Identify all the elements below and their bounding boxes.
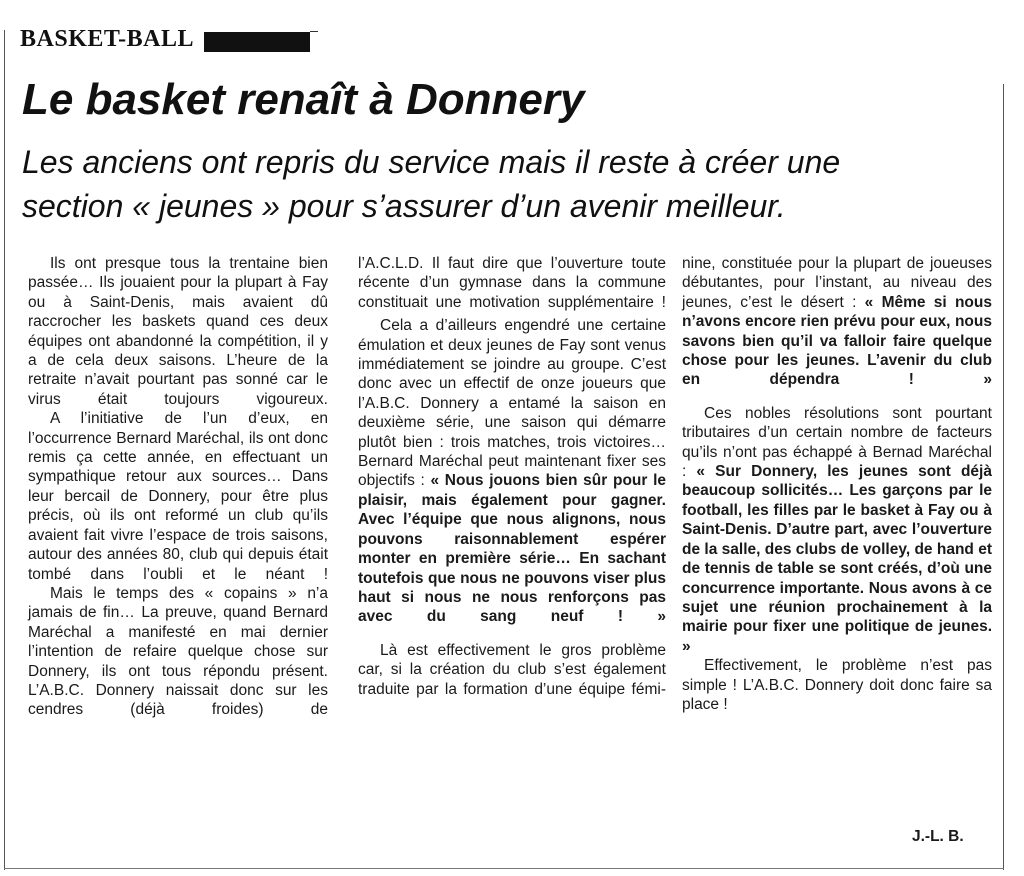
paragraph-with-quote — [682, 404, 992, 656]
frame-right-rule — [1003, 84, 1004, 870]
paragraph-text: Cela a d’ailleurs engendré une certaine émulation et deux jeunes de Fay sont venus immédiatement se joindre au groupe. C’est donc avec un effectif de onze joueurs que l’A.B.C. Donnery a entamé la saison en deuxième série, une saison qui démarre plutôt bien : trois matches, trois victoires… Bernard Maréchal peut maintenant fixer ses objectifs : — [358, 317, 666, 490]
rubric-bar — [204, 32, 310, 52]
section-rubric: BASKET-BALL — [20, 26, 195, 52]
article-column-1 — [28, 254, 328, 720]
subtitle-line-1: Les anciens ont repris du service mais il reste à créer une — [22, 144, 841, 180]
quote: « Nous jouons bien sûr pour le plaisir, mais également pour gagner. Avec l’équipe que nous alignons, nous pouvons raisonnablement espérer monter en première série… En sachant toutefois que nous ne pouvons viser plus haut si nous ne nous renforçons pas avec du sang neuf ! » — [358, 472, 666, 626]
article-column-2 — [358, 254, 666, 699]
paragraph: Effectivement, le problème n’est pas simple ! L’A.B.C. Donnery doit donc faire sa place ! — [682, 657, 992, 713]
paragraph: Mais le temps des « copains » n’a jamais de fin… La preuve, quand Bernard Maréchal a manifesté en mai dernier l’intention de refaire quelque chose sur Donnery, ils ont tous répondu présent. L’A.B.C. Donnery naissait donc sur les cendres (déjà froides) de — [28, 584, 328, 719]
subtitle-line-2: section « jeunes » pour s’assurer d’un avenir meilleur. — [22, 188, 786, 224]
quote: « Sur Donnery, les jeunes sont déjà beaucoup sollicités… Les garçons par le football, les filles par le basket à Fay ou à Saint-Denis. D’autre part, avec l’ouverture de la salle, des clubs de volley, de hand et de tennis de table se sont créés, d’où une concurrence importante. Nous avons à ce sujet une réunion prochainement à la mairie pour fixer une politique de jeunes. » — [682, 463, 992, 655]
paragraph: Ils ont presque tous la trentaine bien passée… Ils jouaient pour la plupart à Fay ou à Saint-Denis, mais avaient dû raccrocher les baskets quand ces deux équipes ont abandonné la compétition, il y a de cela deux saisons. L’heure de la retraite n’avait pourtant pas sonné car le virus était toujours vigoureux. — [28, 255, 328, 408]
paragraph-text: Ces nobles résolutions sont pourtant tributaires d’un certain nombre de facteurs qu’ils n’ont pas échappé à Bernad Maréchal : — [682, 404, 992, 481]
paragraph-text: nine, constituée pour la plupart de joueuses débutantes, pour l’instant, au niveau des jeunes, c’est le désert : — [682, 255, 992, 311]
frame-left-rule — [4, 30, 5, 870]
headline: Le basket renaît à Donnery — [22, 75, 585, 124]
quote: « Même si nous n’avons encore rien prévu pour eux, nous savons bien qu’il va falloir faire quelque chose pour les jeunes. L’avenir du club en dépendra ! » — [682, 293, 992, 389]
author-signature: J.-L. B. — [912, 828, 964, 845]
article-column-3 — [682, 254, 992, 714]
frame-bottom-rule — [4, 868, 1004, 869]
paragraph: l’A.C.L.D. Il faut dire que l’ouverture toute récente d’un gymnase dans la commune constituait une motivation supplémentaire ! — [358, 255, 666, 311]
subtitle — [22, 140, 922, 228]
paragraph-with-quote — [358, 316, 666, 627]
paragraph: Là est effectivement le gros problème car, si la création du club s’est également traduite par la formation d’une équipe fémi- — [358, 641, 666, 698]
paragraph-with-quote — [682, 254, 992, 390]
rubric-rule — [310, 31, 318, 32]
paragraph: A l’initiative de l’un d’eux, en l’occurrence Bernard Maréchal, ils ont donc remis ça cette année, en effectuant un sympathique retour aux sources… Dans leur bercail de Donnery, pour être plus précis, où ils ont reformé un club qu’ils avaient fait vivre l’espace de trois saisons, autour des années 80, club qui depuis était tombé dans l’oubli et le néant ! — [28, 410, 328, 583]
